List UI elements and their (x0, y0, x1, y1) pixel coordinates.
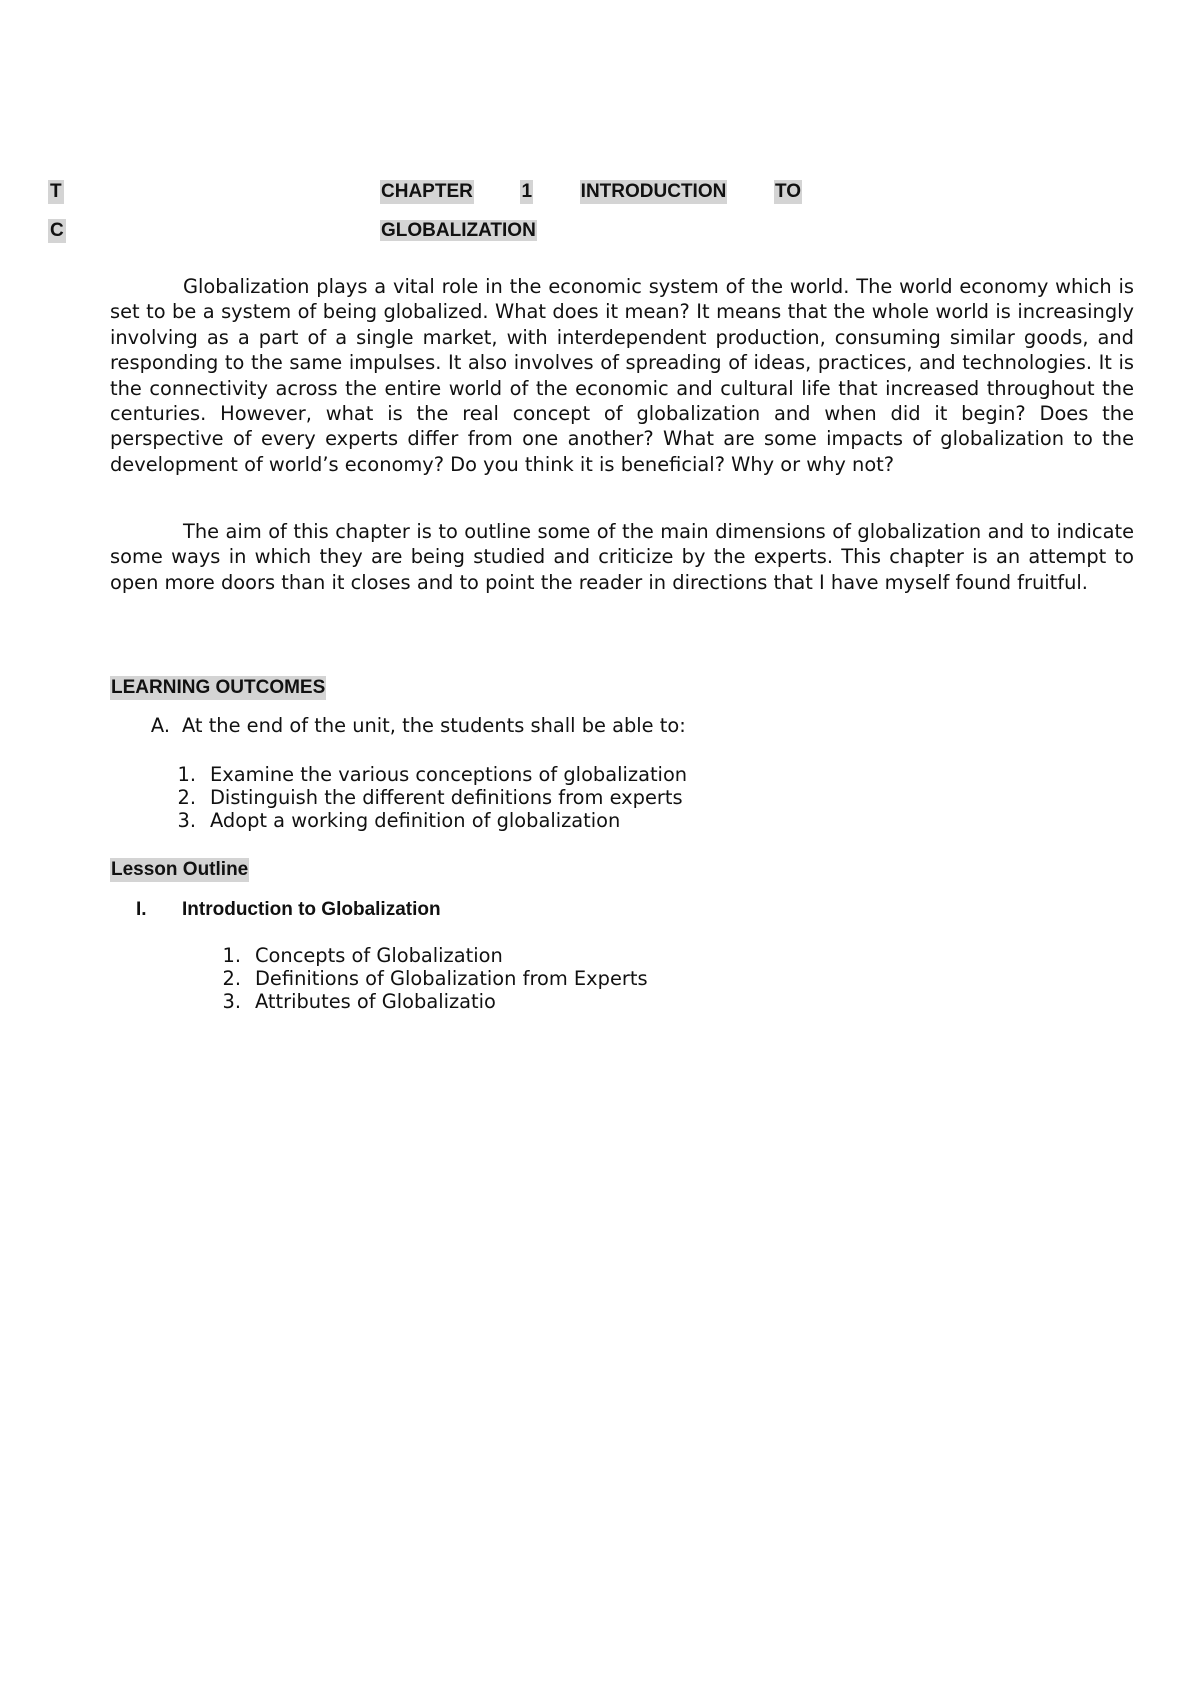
side-label-t: T (50, 181, 62, 202)
outline-item-marker: 3. (222, 990, 241, 1013)
outcome-item (177, 786, 683, 810)
outcome-text: Examine the various conceptions of globalization (210, 763, 688, 786)
lesson-outline-heading: Lesson Outline (111, 859, 249, 880)
outcome-marker: 1. (177, 763, 196, 786)
outline-section-title: Introduction to Globalization (182, 899, 441, 920)
outline-item (222, 944, 503, 968)
outcome-marker: 2. (177, 786, 196, 809)
outcomes-intro (150, 714, 686, 738)
outline-section (136, 898, 441, 922)
aim-paragraph: The aim of this chapter is to outline some of the main dimensions of globalization and to indicate some ways in which they are being studied and criticize by the experts. This chapter is an attempt to open more doors than it closes and to point the reader in directions that I have myself found fruitful. (110, 520, 1134, 594)
side-label-c: C (50, 220, 64, 241)
outline-item-marker: 1. (222, 944, 241, 967)
title-word-chapter: CHAPTER (381, 181, 473, 202)
title-word-to: TO (774, 181, 801, 202)
title-word-introduction: INTRODUCTION (580, 181, 727, 202)
outcomes-intro-text: At the end of the unit, the students shall be able to: (182, 714, 686, 737)
chapter-title-line-2 (380, 219, 802, 243)
title-word-globalization: GLOBALIZATION (381, 220, 536, 241)
outcome-item (177, 763, 688, 787)
outline-section-marker: I. (136, 899, 147, 920)
outcome-text: Distinguish the different definitions from experts (210, 786, 683, 809)
chapter-title-line-1 (380, 180, 802, 204)
outcome-marker: 3. (177, 809, 196, 832)
outline-item (222, 967, 648, 991)
title-word-number: 1 (521, 181, 533, 202)
outcome-text: Adopt a working definition of globalization (210, 809, 621, 832)
outline-item (222, 990, 496, 1014)
outline-item-text: Attributes of Globalizatio (255, 990, 496, 1013)
learning-outcomes-heading: LEARNING OUTCOMES (111, 677, 326, 698)
outline-item-text: Definitions of Globalization from Experts (255, 967, 648, 990)
outline-item-marker: 2. (222, 967, 241, 990)
outcome-item (177, 809, 621, 833)
intro-paragraph: Globalization plays a vital role in the economic system of the world. The world economy which is set to be a system of being globalized. What does it mean? It means that the whole world is increasingly involving as a part of a single market, with interdependent production, consuming similar goods, and responding to the same impulses. It also involves of spreading of ideas, practices, and technologies. It is the connectivity across the entire world of the economic and cultural life that increased throughout the centuries. However, what is the real concept of globalization and when did it begin? Does the perspective of every experts differ from one another? What are some impacts of globalization to the development of world’s economy? Do you think it is beneficial? Why or why not? (110, 275, 1134, 476)
outline-item-text: Concepts of Globalization (255, 944, 503, 967)
outcomes-intro-marker: A. (150, 714, 170, 737)
